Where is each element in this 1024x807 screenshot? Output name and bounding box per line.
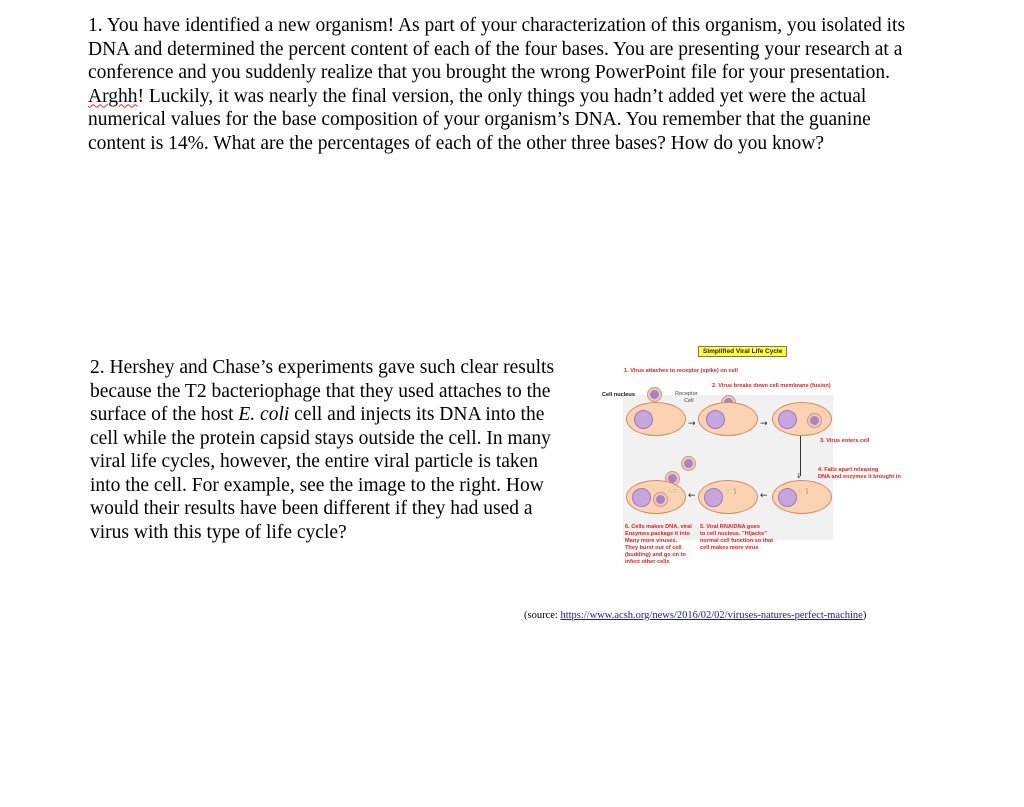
cell-label: Cell (684, 398, 694, 404)
arrow-left-icon: ← (760, 491, 768, 501)
nucleus-stage-6 (632, 488, 651, 507)
step-5-label-line-4: cell makes more virus (700, 545, 759, 551)
arrow-left-icon: ← (688, 491, 696, 501)
misspelled-word[interactable]: Arghh (88, 85, 138, 107)
virus-assembled-icon (654, 493, 667, 506)
step-5-label-line-1: 5. Viral RNA/DNA goes (700, 524, 760, 530)
source-link[interactable]: https://www.acsh.org/news/2016/02/02/viruses-natures-perfect-machine (560, 610, 863, 621)
source-citation (524, 610, 866, 621)
step-1-label: 1. Virus attaches to receptor (spike) on cell (624, 368, 738, 374)
question-2 (90, 356, 570, 544)
question-2-text-a: 2. Hershey and Chase’s experiments gave such clear results because the T2 bacteriophage that they used attaches to the surface of the host (90, 357, 555, 425)
question-1-text-b: ! Luckily, it was nearly the final version, the only things you hadn’t added yet were the actual numerical values for the base composition of your organism’s DNA. You remember that the guanine content is 14%. What are the percentages of each of the other three bases? How do you know? (88, 85, 871, 154)
arrow-down-icon: ↓ (796, 472, 802, 480)
question-2-text-b: cell and injects its DNA into the cell while the protein capsid stays outside the cell. In many viral life cycles, however, the entire viral particle is taken into the cell. For example, see the image to the right. How would their results have been different if they had used a virus with this type of life cycle? (90, 404, 551, 543)
step-6-label-line-4: They burst out of cell (625, 545, 682, 551)
arrow-right-icon: → (688, 419, 696, 429)
particles-stage-5: ∵ ⟆ (726, 488, 738, 495)
step-6-label-line-3: Many more viruses. (625, 538, 678, 544)
step-4-label-line-1: 4. Falls apart releasing (818, 467, 879, 473)
virus-inside-icon (808, 414, 821, 427)
virus-released-icon (682, 457, 695, 470)
particles-stage-4: ∴ ⟆ (798, 488, 810, 495)
nucleus-stage-3 (778, 410, 797, 429)
italic-species-name: E. coli (238, 404, 290, 425)
cell-nucleus-label: Cell nucleus (602, 392, 635, 398)
step-2-label: 2. Virus breaks down cell membrane (fusion) (712, 383, 831, 389)
viral-life-cycle-diagram (590, 340, 930, 585)
question-1-text-a: 1. You have identified a new organism! As part of your characterization of this organism, you isolated its DNA and determined the percent content of each of the four bases. You are presenting your research at a conference and you suddenly realize that you brought the wrong PowerPoint file for your presentation. (88, 15, 906, 83)
nucleus-stage-2 (706, 410, 725, 429)
step-6-label-line-2: Enzymes package it into (625, 531, 690, 537)
step-5-label-line-3: normal cell function so that (700, 538, 774, 544)
step-3-label: 3. Virus enters cell (820, 438, 870, 444)
step-6-label-line-5: (budding) and go on to (625, 552, 686, 558)
nucleus-stage-1 (634, 410, 653, 429)
virus-attaching-icon (648, 388, 661, 401)
nucleus-stage-4 (778, 488, 797, 507)
question-1 (88, 14, 918, 155)
source-suffix: ) (862, 610, 867, 621)
arrow-right-icon: → (760, 419, 768, 429)
step-5-label-line-2: to cell nucleus. "Hijacks" (700, 531, 767, 537)
nucleus-stage-5 (704, 488, 723, 507)
step-4-label-line-2: DNA and enzymes it brought in (818, 474, 901, 480)
step-6-label-line-6: infect other cells (625, 559, 670, 565)
step-6-label-line-1: 6. Cells makes DNA, viral (625, 524, 692, 530)
diagram-title: Simplified Viral Life Cycle (698, 346, 787, 357)
receptor-label: Receptor (675, 391, 698, 397)
source-prefix: (source: (524, 610, 561, 621)
particles-stage-6: ∴∵ (668, 488, 678, 495)
arrow-down-line (800, 436, 801, 476)
